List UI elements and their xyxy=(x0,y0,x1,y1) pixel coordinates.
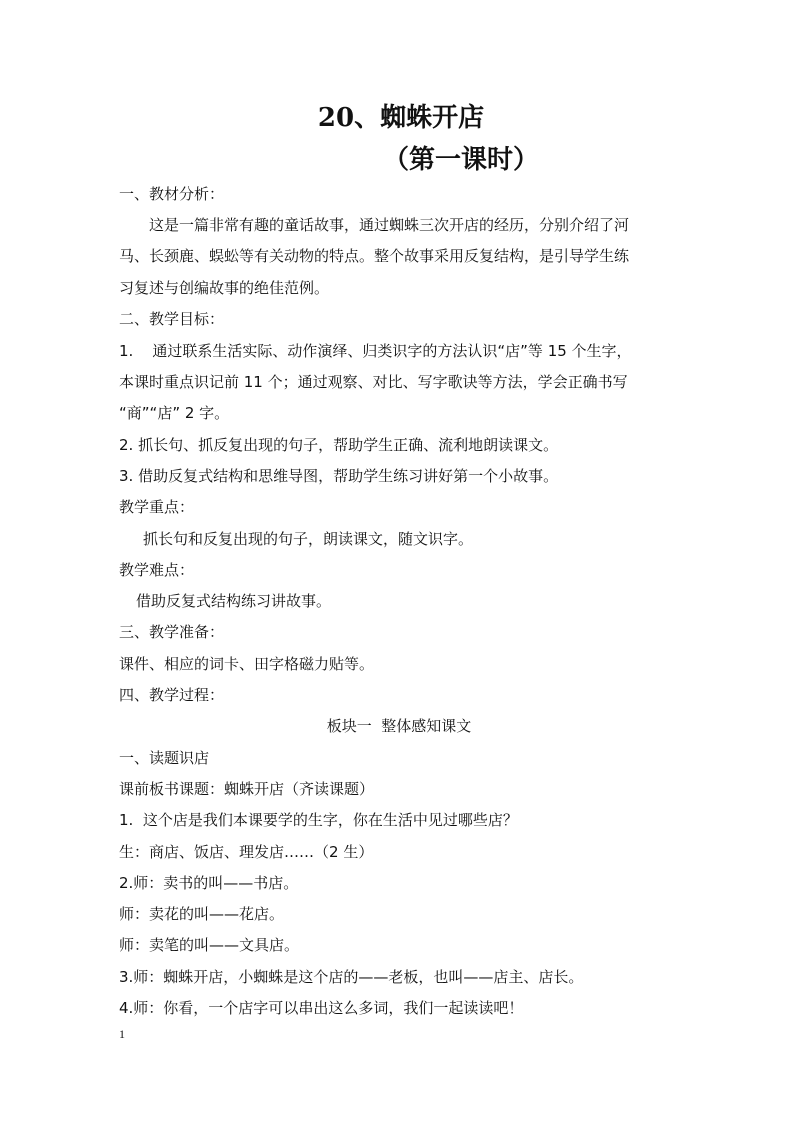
section-heading-goals: 二、教学目标： xyxy=(119,310,225,328)
paragraph-line: 1. 这个店是我们本课要学的生字，你在生活中见过哪些店？ xyxy=(119,811,518,829)
section-heading-material: 一、教材分析： xyxy=(119,185,225,203)
page-number: 1 xyxy=(119,1027,125,1041)
section-heading-key-points: 教学重点： xyxy=(119,498,195,516)
paragraph-line: 师：卖花的叫——花店。 xyxy=(119,905,285,923)
paragraph-line: 抓长句和反复出现的句子，朗读课文，随文识字。 xyxy=(143,530,474,548)
paragraph-line: 课前板书课题：蜘蛛开店（齐读课题） xyxy=(119,780,375,798)
paragraph-line: 这是一篇非常有趣的童话故事，通过蜘蛛三次开店的经历，分别介绍了河 xyxy=(149,216,630,234)
goal-item-1: 1. 通过联系生活实际、动作演绎、归类识字的方法认识“店”等 15 个生字， xyxy=(119,342,632,360)
paragraph-line: 3.师：蜘蛛开店，小蜘蛛是这个店的——老板，也叫——店主、店长。 xyxy=(119,968,584,986)
paragraph-line: 马、长颈鹿、蜈蚣等有关动物的特点。整个故事采用反复结构，是引导学生练 xyxy=(119,247,630,265)
section-heading-difficulty: 教学难点： xyxy=(119,561,195,579)
goal-item-2: 2. 抓长句、抓反复出现的句子，帮助学生正确、流利地朗读课文。 xyxy=(119,436,559,454)
paragraph-line: 课件、相应的词卡、田字格磁力贴等。 xyxy=(119,655,375,673)
paragraph-line: 本课时重点识记前 11 个；通过观察、对比、写字歌诀等方法，学会正确书写 xyxy=(119,373,628,391)
paragraph-line: 生：商店、饭店、理发店……（2 生） xyxy=(119,843,374,861)
section-heading-preparation: 三、教学准备： xyxy=(119,623,225,641)
goal-item-3: 3. 借助反复式结构和思维导图，帮助学生练习讲好第一个小故事。 xyxy=(119,467,559,485)
paragraph-line: “商”“店” 2 字。 xyxy=(119,404,230,422)
paragraph-line: 4.师：你看，一个店字可以串出这么多词，我们一起读读吧！ xyxy=(119,999,524,1017)
lesson-subtitle: （第一课时） xyxy=(382,145,539,175)
paragraph-line: 习复述与创编故事的绝佳范例。 xyxy=(119,279,330,297)
lesson-title: 20、蜘蛛开店 xyxy=(317,103,485,133)
paragraph-line: 师：卖笔的叫——文具店。 xyxy=(119,936,300,954)
paragraph-line: 借助反复式结构练习讲故事。 xyxy=(136,592,332,610)
block-heading: 板块一 整体感知课文 xyxy=(326,717,472,735)
paragraph-line: 2.师：卖书的叫——书店。 xyxy=(119,874,299,892)
subsection-heading: 一、读题识店 xyxy=(119,749,210,767)
section-heading-process: 四、教学过程： xyxy=(119,686,225,704)
